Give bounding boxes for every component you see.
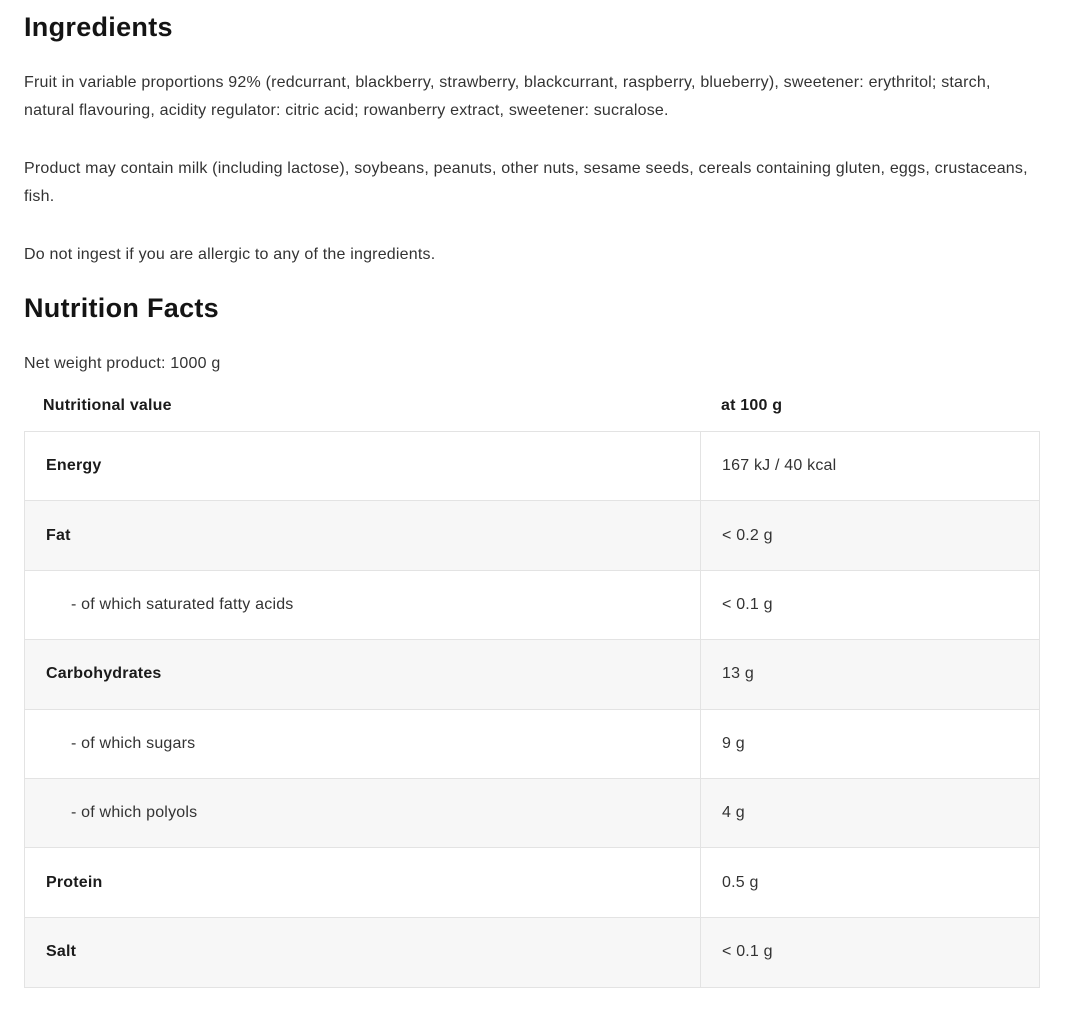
- row-label: Fat: [25, 501, 701, 569]
- row-value: 0.5 g: [722, 873, 759, 891]
- allergy-warning-text: Do not ingest if you are allergic to any of the ingredients.: [24, 246, 436, 263]
- row-label: Protein: [25, 848, 701, 916]
- table-row-sugars: [25, 710, 1039, 779]
- row-value: < 0.2 g: [722, 526, 773, 544]
- ingredients-composition-text: Fruit in variable proportions 92% (redcurrant, blackberry, strawberry, blackcurrant, raspberry, blueberry), sweetener: erythritol; starch, natural flavouring, acidity regulator: citric acid; rowanberry extract, sweetener: sucralose.: [24, 74, 991, 119]
- row-label: - of which polyols: [25, 779, 701, 847]
- column-header-at-100g: at 100 g: [721, 397, 783, 414]
- column-header-nutritional-value: Nutritional value: [43, 397, 172, 414]
- table-row-carbohydrates: [25, 640, 1039, 709]
- table-row-salt: [25, 918, 1039, 987]
- row-label: Carbohydrates: [25, 640, 701, 708]
- nutrition-facts-heading: Nutrition Facts: [24, 293, 220, 323]
- row-label: - of which sugars: [25, 710, 701, 778]
- row-value: 13 g: [722, 665, 754, 683]
- nutrition-table-column-headers: [24, 397, 1040, 415]
- row-value: 4 g: [722, 804, 745, 822]
- row-label: - of which saturated fatty acids: [25, 571, 701, 639]
- row-label: Salt: [25, 918, 701, 987]
- nutrition-table: [24, 431, 1040, 988]
- net-weight-text: Net weight product: 1000 g: [24, 355, 221, 372]
- row-value: 9 g: [722, 734, 745, 752]
- row-value: < 0.1 g: [722, 595, 773, 613]
- row-value: 167 kJ / 40 kcal: [722, 457, 837, 475]
- row-value: < 0.1 g: [722, 943, 773, 961]
- table-row-energy: [25, 432, 1039, 501]
- table-row-fat: [25, 501, 1039, 570]
- table-row-saturated-fatty-acids: [25, 571, 1039, 640]
- row-label: Energy: [25, 432, 701, 500]
- allergen-may-contain-text: Product may contain milk (including lactose), soybeans, peanuts, other nuts, sesame seeds, cereals containing gluten, eggs, crustaceans, fish.: [24, 160, 1028, 205]
- ingredients-heading: Ingredients: [24, 12, 173, 42]
- table-row-polyols: [25, 779, 1039, 848]
- table-row-protein: [25, 848, 1039, 917]
